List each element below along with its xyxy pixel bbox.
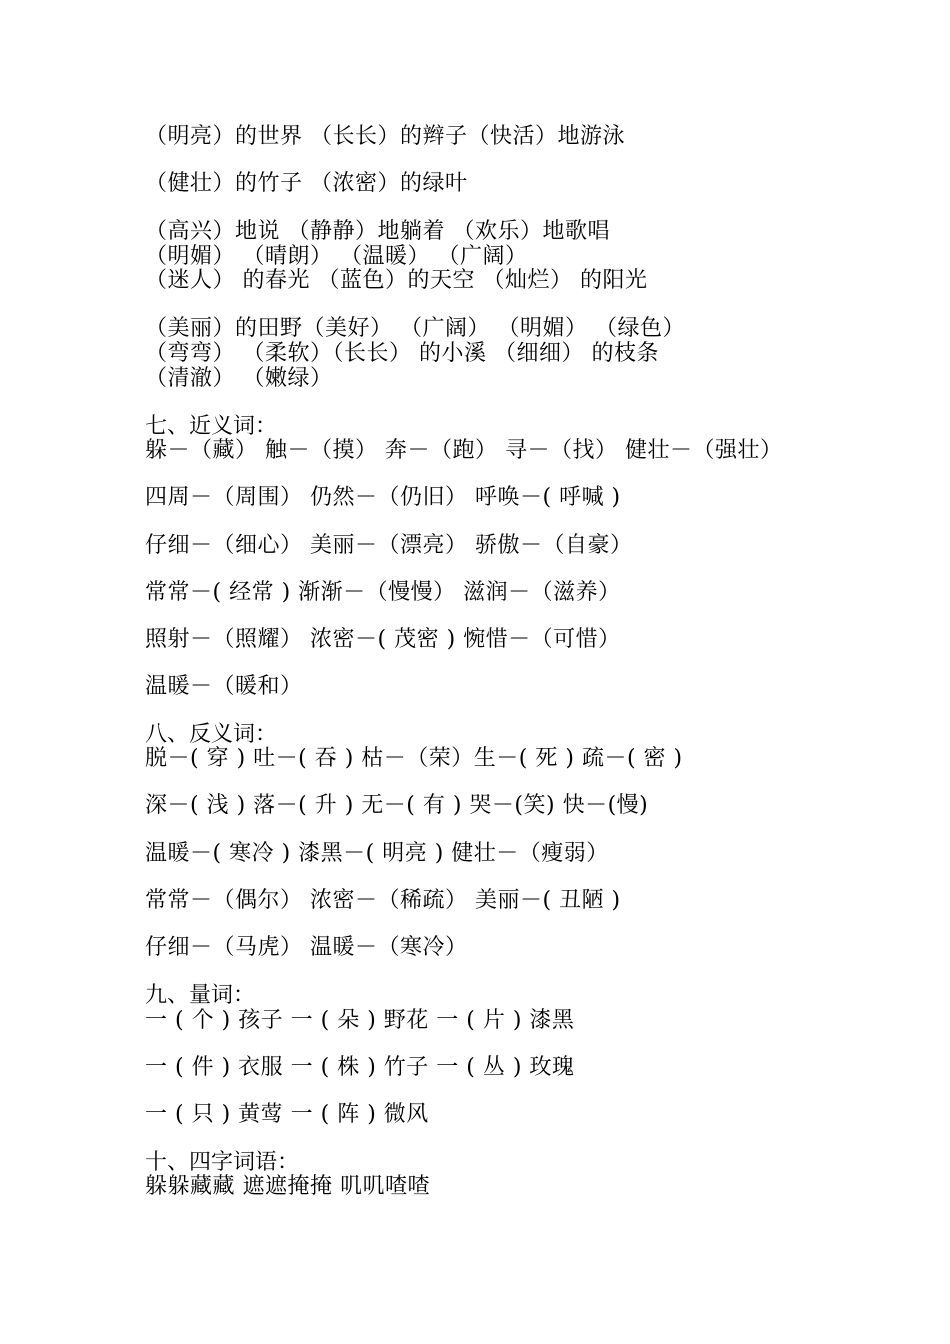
synonyms-heading: 七、近义词： bbox=[145, 414, 278, 439]
synonyms-line-6: 温暖－（暖和） bbox=[145, 674, 303, 699]
synonyms-line-3: 仔细－（细心） 美丽－（漂亮） 骄傲－（自豪） bbox=[145, 533, 633, 558]
antonyms-line-1: 脱－( 穿 ) 吐－( 吞 ) 枯－（荣）生－( 死 ) 疏－( 密 ) bbox=[145, 746, 683, 771]
phrase-line-3: （高兴）地说 （静静）地躺着 （欢乐）地歌唱 bbox=[145, 219, 610, 244]
synonyms-line-5: 照射－（照耀） 浓密－( 茂密 ) 惋惜－（可惜） bbox=[145, 627, 621, 652]
antonyms-line-4: 常常－（偶尔） 浓密－（稀疏） 美丽－( 丑陋 ) bbox=[145, 888, 621, 913]
measure-words-line-1: 一 ( 个 ) 孩子 一 ( 朵 ) 野花 一 ( 片 ) 漆黑 bbox=[145, 1008, 575, 1033]
phrase-line-4: （明媚） （晴朗） （温暖） （广阔） bbox=[145, 244, 528, 269]
measure-words-line-3: 一 ( 只 ) 黄莺 一 ( 阵 ) 微风 bbox=[145, 1102, 429, 1127]
synonyms-line-1: 躲－（藏） 触－（摸） 奔－（跑） 寻－（找） 健壮－（强壮） bbox=[145, 438, 783, 463]
measure-words-heading: 九、量词： bbox=[145, 983, 256, 1008]
four-char-heading: 十、四字词语： bbox=[145, 1150, 300, 1175]
phrase-line-2: （健壮）的竹子 （浓密）的绿叶 bbox=[145, 171, 468, 196]
synonyms-line-2: 四周－（周围） 仍然－（仍旧） 呼唤－( 呼喊 ) bbox=[145, 485, 621, 510]
four-char-line-1: 躲躲藏藏 遮遮掩掩 叽叽喳喳 bbox=[145, 1174, 430, 1199]
measure-words-line-2: 一 ( 件 ) 衣服 一 ( 株 ) 竹子 一 ( 丛 ) 玫瑰 bbox=[145, 1055, 575, 1080]
phrase-line-8: （清澈） （嫩绿） bbox=[145, 366, 333, 391]
antonyms-line-5: 仔细－（马虎） 温暖－（寒冷） bbox=[145, 935, 468, 960]
synonyms-line-4: 常常－( 经常 ) 渐渐－（慢慢） 滋润－（滋养） bbox=[145, 580, 621, 605]
antonyms-line-3: 温暖－( 寒冷 ) 漆黑－( 明亮 ) 健壮－（瘦弱） bbox=[145, 841, 609, 866]
phrase-line-6: （美丽）的田野（美好） （广阔） （明媚） （绿色） bbox=[145, 316, 685, 341]
phrase-line-1: （明亮）的世界 （长长）的辫子（快活）地游泳 bbox=[145, 124, 625, 149]
antonyms-line-2: 深－( 浅 ) 落－( 升 ) 无－( 有 ) 哭－(笑) 快－(慢) bbox=[145, 793, 649, 818]
antonyms-heading: 八、反义词： bbox=[145, 722, 278, 747]
phrase-line-5: （迷人） 的春光 （蓝色）的天空 （灿烂） 的阳光 bbox=[145, 268, 648, 293]
phrase-line-7: （弯弯） （柔软）（长长） 的小溪 （细细） 的枝条 bbox=[145, 341, 659, 366]
